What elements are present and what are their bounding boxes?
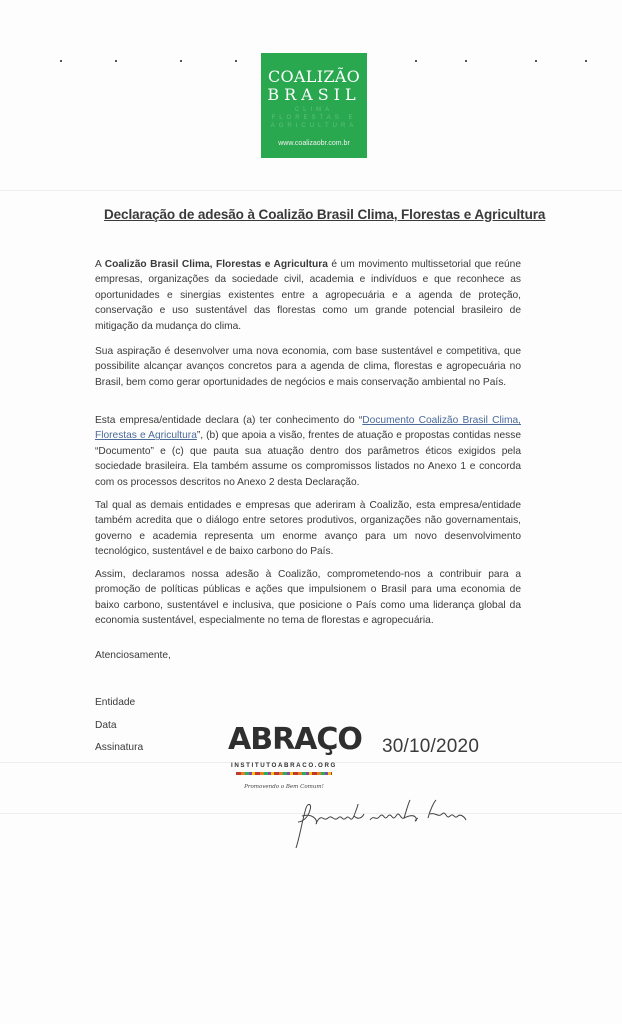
closing: Atenciosamente, [95,650,171,661]
logo-small-line: AGRICULTURA [270,123,358,129]
handwritten-signature [288,796,470,852]
logo-small-line: CLIMA [294,107,334,113]
p1-bold: Coalizão Brasil Clima, Florestas e Agricultura [104,259,328,270]
field-data-label: Data [95,720,117,731]
p3-after: ”, (b) que apoia a visão, frentes de atuação e propostas contidas nesse “Documento” e (c) que pauta sua atuação dentro dos parâmetros éticos exigidos pela sociedade brasileira. Ela também assume os compromissos listados no Anexo 1 e concorda com os processos descritos no Anexo 2 desta Declaração. [95,430,521,488]
date-value: 30/10/2020 [382,736,480,757]
field-entidade-label: Entidade [95,697,136,708]
paragraph-5: Assim, declaramos nossa adesão à Coalizão, comprometendo-nos a contribuir para a promoção de políticas públicas e ações que impulsionem o Brasil para uma economia de baixo carbono, sustentável e inclusiva, que posicione o País como uma liderança global da economia sustentável, especialmente no tema de florestas e agropecuária. [95,569,521,627]
p1-lead: A [95,259,105,270]
p1-rest: é um movimento multissetorial que reúne empresas, organizações da sociedade civil, academia e indivíduos e que reconhece as oportunidades e sinergias existentes entre a agropecuária e a agenda de proteção, conservação e uso sustentável das florestas como um grande potencial brasileiro de mitigação da mudança do clima. [95,259,521,332]
paragraph-2: Sua aspiração é desenvolver uma nova economia, com base sustentável e competitiva, que possibilite alcançar avanços concretos para a agenda de clima, florestas e agropecuária no Brasil, bem como gerar oportunidades de negócios e mais conservação ambiental no País. [95,346,521,388]
coalizao-brasil-logo [261,53,367,158]
p3-before: Esta empresa/entidade declara (a) ter conhecimento do “ [95,415,363,426]
logo-line1: COALIZÃO [267,67,361,86]
paragraph-1 [95,257,521,334]
logo-url: www.coalizaobr.com.br [278,140,350,147]
abraco-site: INSTITUTOABRACO.ORG [231,762,337,769]
abraco-tagline: Promovendo o Bem Comum! [244,784,324,790]
abraco-color-stripe [236,772,332,775]
paragraph-4: Tal qual as demais entidades e empresas que aderiram à Coalizão, esta empresa/entidade também acredita que o diálogo entre setores produtivos, organizações não governamentais, governo e academia representa um enorme avanço para um novo desenvolvimento tecnológico, sustentável e de baixo carbono do País. [95,500,521,558]
logo-line2: BRASIL [267,85,361,104]
logo-small-line: FLORESTAS E [271,115,357,121]
abraco-stamp-logo [228,722,362,798]
field-assinatura-label: Assinatura [95,742,144,753]
document-link[interactable]: Documento Coalizão Brasil Clima, Florestas e Agricultura [95,415,521,442]
scan-artifact [0,190,622,191]
document-title: Declaração de adesão à Coalizão Brasil Clima, Florestas e Agricultura [104,207,546,222]
paragraph-3 [95,413,521,490]
abraco-name: ABRAÇO [228,722,362,757]
